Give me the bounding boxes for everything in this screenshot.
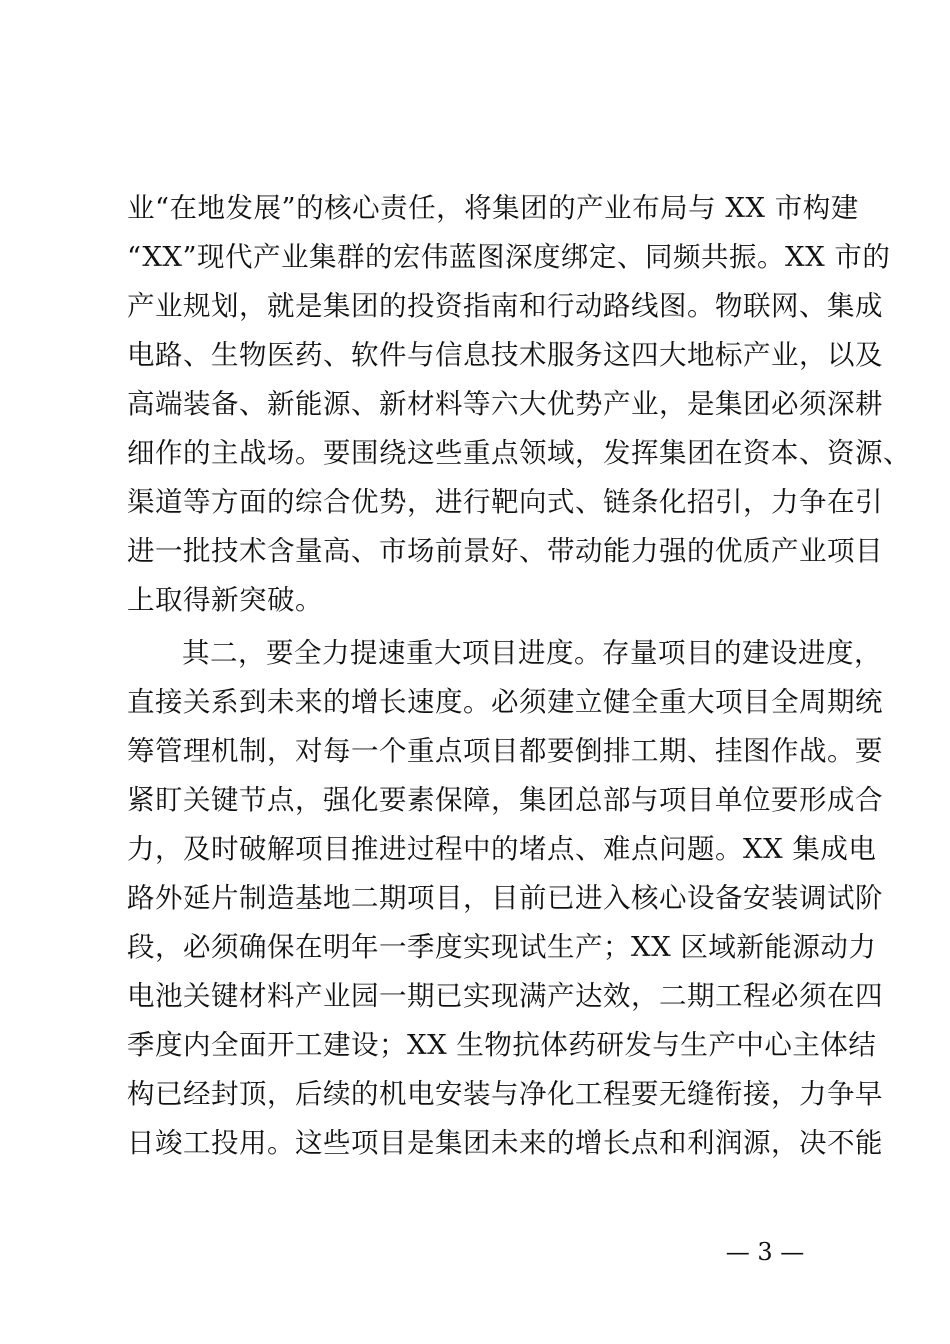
body-text-line: 细作的主战场。要围绕这些重点领域，发挥集团在资本、资源、 [127, 437, 911, 469]
body-text-line: 季度内全面开工建设；XX 生物抗体药研发与生产中心主体结 [127, 1029, 877, 1061]
body-text-line: 业“在地发展”的核心责任，将集团的产业布局与 XX 市构建 [127, 192, 859, 224]
body-text-line: 紧盯关键节点，强化要素保障，集团总部与项目单位要形成合 [127, 784, 883, 816]
body-text-line: 渠道等方面的综合优势，进行靶向式、链条化招引，力争在引 [127, 486, 883, 518]
body-text-line: 高端装备、新能源、新材料等六大优势产业，是集团必须深耕 [127, 388, 883, 420]
body-text-line: 筹管理机制，对每一个重点项目都要倒排工期、挂图作战。要 [127, 735, 883, 767]
body-text-line: “XX”现代产业集群的宏伟蓝图深度绑定、同频共振。XX 市的 [127, 241, 891, 273]
body-text-line: 段，必须确保在明年一季度实现试生产；XX 区域新能源动力 [127, 931, 877, 963]
body-text-line: 路外延片制造基地二期项目，目前已进入核心设备安装调试阶 [127, 882, 883, 914]
body-text-line: 直接关系到未来的增长速度。必须建立健全重大项目全周期统 [127, 686, 883, 718]
body-text-line: 电池关键材料产业园一期已实现满产达效，二期工程必须在四 [127, 980, 883, 1012]
body-text-line: 进一批技术含量高、市场前景好、带动能力强的优质产业项目 [127, 535, 883, 567]
body-text-line: 产业规划，就是集团的投资指南和行动路线图。物联网、集成 [127, 290, 883, 322]
paragraph-first-line: 其二，要全力提速重大项目进度。存量项目的建设进度， [182, 637, 882, 669]
page-number: — 3 — [725, 1238, 805, 1266]
body-text-line: 构已经封顶，后续的机电安装与净化工程要无缝衔接，力争早 [127, 1078, 883, 1110]
body-text-line: 上取得新突破。 [127, 584, 323, 616]
body-text-line: 日竣工投用。这些项目是集团未来的增长点和利润源，决不能 [127, 1127, 883, 1159]
body-text-line: 力，及时破解项目推进过程中的堵点、难点问题。XX 集成电 [127, 833, 877, 865]
body-text-line: 电路、生物医药、软件与信息技术服务这四大地标产业，以及 [127, 339, 883, 371]
